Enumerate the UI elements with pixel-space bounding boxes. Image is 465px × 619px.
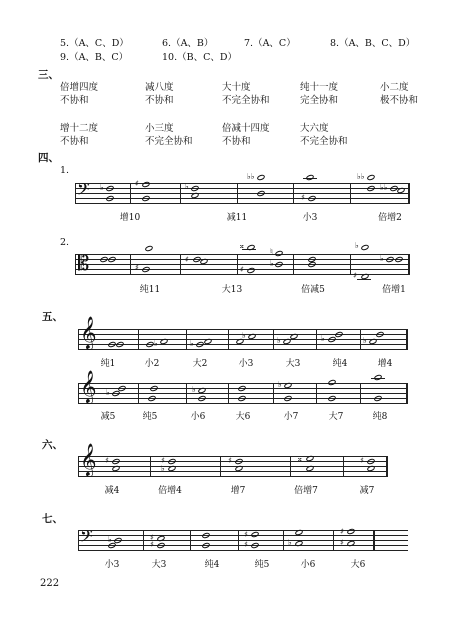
interval-label: 倍增4 xyxy=(158,486,182,496)
note-head xyxy=(105,185,114,192)
interval-label: 大6 xyxy=(235,412,251,422)
consonance-type: 不协和 xyxy=(222,136,251,147)
staff-line xyxy=(78,545,408,546)
bar-line xyxy=(333,530,334,550)
answer-6: 6.（A、B） xyxy=(162,38,214,49)
bar-line xyxy=(273,329,274,349)
answer-7: 7.（A、C） xyxy=(244,38,296,49)
interval-label: 大7 xyxy=(328,412,344,422)
accidental-icon: ♭ xyxy=(154,339,158,348)
note-head xyxy=(375,331,384,338)
interval-label: 大6 xyxy=(350,560,366,570)
sharp-icon: ♯ xyxy=(135,179,139,188)
section-5-heading: 五、 xyxy=(42,311,63,323)
note-head xyxy=(366,185,375,192)
treble-clef-icon: 𝄞 xyxy=(80,370,97,403)
double-flat-icon: ♭♭ xyxy=(357,172,365,181)
interval-label: 大3 xyxy=(151,560,167,570)
staff-line xyxy=(78,349,408,350)
staff-line xyxy=(78,393,408,394)
note-head xyxy=(147,395,156,402)
accidental-icon: ♭ xyxy=(161,464,165,473)
interval-label: 增10 xyxy=(119,213,141,223)
interval-label: 小2 xyxy=(144,359,160,369)
staff-4-1 xyxy=(75,172,410,203)
note-head xyxy=(305,174,314,181)
note-head xyxy=(237,395,246,402)
interval-name: 大六度 xyxy=(300,123,329,134)
consonance-type: 不完全协和 xyxy=(222,95,270,106)
interval-name: 纯十一度 xyxy=(300,82,339,93)
consonance-type: 不完全协和 xyxy=(300,136,348,147)
interval-name: 大十度 xyxy=(222,82,251,93)
bar-line xyxy=(316,329,317,349)
note-head xyxy=(197,395,206,402)
accidental-icon: ♭ xyxy=(363,336,367,345)
accidental-icon: ♯ xyxy=(360,456,364,465)
interval-label: 大3 xyxy=(285,359,301,369)
consonance-type: 不完全协和 xyxy=(145,136,193,147)
accidental-icon: ♭ xyxy=(288,538,292,547)
note-head xyxy=(327,379,336,386)
page-number: 222 xyxy=(40,578,60,589)
staff-line xyxy=(75,193,410,194)
note-head xyxy=(105,195,114,202)
interval-label: 减11 xyxy=(226,213,248,223)
staff-line xyxy=(75,198,410,199)
staff-7 xyxy=(78,526,408,550)
note-head xyxy=(156,535,165,542)
interval-label: 减4 xyxy=(104,486,120,496)
interval-label: 纯5 xyxy=(142,412,158,422)
interval-label: 小3 xyxy=(104,560,120,570)
note-head xyxy=(274,261,283,268)
bar-line xyxy=(360,329,361,349)
accidental-icon: ♭ xyxy=(192,385,196,394)
accidental-icon: ♭ xyxy=(190,339,194,348)
bar-line xyxy=(75,254,76,274)
bar-line xyxy=(78,530,79,550)
interval-label: 增4 xyxy=(377,359,393,369)
bar-line xyxy=(293,183,294,203)
staff-line xyxy=(78,535,408,536)
bar-line xyxy=(238,530,239,550)
bar-line xyxy=(293,254,294,274)
accidental-icon: ♯ xyxy=(150,533,154,542)
interval-label: 小6 xyxy=(190,412,206,422)
staff-line xyxy=(78,476,388,477)
interval-label: 小6 xyxy=(300,560,316,570)
note-head xyxy=(149,385,158,392)
interval-label: 倍减5 xyxy=(301,285,325,295)
bar-line xyxy=(350,183,351,203)
answer-8: 8.（A、B、C、D） xyxy=(330,38,416,49)
interval-name: 小三度 xyxy=(145,123,174,134)
answer-5: 5.（A、C、D） xyxy=(60,38,129,49)
staff-line xyxy=(75,203,410,204)
bar-line xyxy=(130,183,131,203)
interval-label: 纯5 xyxy=(254,560,270,570)
section-4-heading: 四、 xyxy=(38,152,59,164)
accidental-icon: ♯ xyxy=(150,540,154,549)
note-head xyxy=(366,174,375,181)
bar-line xyxy=(237,254,238,274)
sharp-icon: ♯ xyxy=(353,271,357,280)
staff-line xyxy=(78,540,408,541)
interval-name: 减八度 xyxy=(145,82,174,93)
note-head xyxy=(250,531,259,538)
accidental-icon: ♭ xyxy=(106,388,110,397)
staff-6 xyxy=(78,443,388,476)
note-head xyxy=(360,244,369,251)
interval-label: 小3 xyxy=(302,213,318,223)
bar-line xyxy=(138,383,139,403)
bar-line xyxy=(408,254,410,275)
consonance-type: 完全协和 xyxy=(300,95,339,106)
bar-line xyxy=(386,456,388,477)
accidental-icon: ♯ xyxy=(340,538,344,547)
interval-name: 增十二度 xyxy=(60,123,99,134)
staff-line xyxy=(78,344,408,345)
interval-label: 纯4 xyxy=(204,560,220,570)
bar-line xyxy=(228,329,229,349)
note-head xyxy=(366,458,375,465)
staff-line xyxy=(78,403,408,404)
bar-line xyxy=(130,254,131,274)
bar-line xyxy=(237,183,238,203)
bar-line xyxy=(220,456,221,476)
consonance-type: 极不协和 xyxy=(380,95,419,106)
note-head xyxy=(385,256,394,263)
bar-line xyxy=(350,254,351,274)
note-head xyxy=(256,190,265,197)
accidental-icon: ♯ xyxy=(244,530,248,539)
sharp-icon: ♯ xyxy=(240,265,244,274)
interval-label: 增7 xyxy=(230,486,246,496)
flat-icon: ♭ xyxy=(270,259,274,268)
bar-line xyxy=(78,456,79,476)
staff-line xyxy=(78,329,408,330)
interval-label: 减7 xyxy=(359,486,375,496)
interval-label: 纯11 xyxy=(139,285,161,295)
note-head xyxy=(234,458,243,465)
double-flat-icon: ♭♭ xyxy=(247,172,255,181)
bar-line xyxy=(408,183,410,204)
staff-line xyxy=(78,466,388,467)
bar-line xyxy=(360,383,361,403)
staff-5-2 xyxy=(78,370,408,403)
bar-line xyxy=(75,183,76,203)
accidental-icon: 𝄪 xyxy=(298,454,302,463)
accidental-icon: ♭ xyxy=(321,334,325,343)
interval-label: 纯1 xyxy=(100,359,116,369)
bass-clef-icon: 𝄢 xyxy=(80,526,93,550)
note-head xyxy=(144,245,153,252)
consonance-type: 不协和 xyxy=(145,95,174,106)
note-head xyxy=(246,244,255,251)
interval-label: 倍增1 xyxy=(382,285,406,295)
staff-line xyxy=(75,259,410,260)
interval-name: 倍增四度 xyxy=(60,82,99,93)
interval-label: 小3 xyxy=(238,359,254,369)
staff-line xyxy=(75,188,410,189)
staff-line xyxy=(78,530,408,531)
sharp-icon: ♯ xyxy=(135,263,139,272)
accidental-icon: ♭ xyxy=(108,535,112,544)
flat-icon: ♭ xyxy=(185,182,189,191)
accidental-icon: ♭ xyxy=(278,380,282,389)
note-head xyxy=(307,195,316,202)
treble-clef-icon: 𝄞 xyxy=(80,443,97,476)
note-head xyxy=(274,250,283,257)
accidental-icon: ♯ xyxy=(161,456,165,465)
note-head xyxy=(327,395,336,402)
interval-label: 纯8 xyxy=(372,412,388,422)
bar-line xyxy=(316,383,317,403)
staff-line xyxy=(78,461,388,462)
natural-icon: ♮ xyxy=(270,247,273,256)
subsection-2: 2. xyxy=(60,237,70,248)
note-head xyxy=(346,540,355,547)
answer-10: 10.（B、C、D） xyxy=(162,52,237,63)
alto-clef-icon: 𝄡 xyxy=(78,251,90,275)
bar-line xyxy=(283,530,284,550)
consonance-type: 不协和 xyxy=(60,136,89,147)
note-head xyxy=(111,458,120,465)
bar-line xyxy=(190,530,191,550)
section-6-heading: 六、 xyxy=(42,439,63,451)
note-head xyxy=(156,542,165,549)
bar-line xyxy=(406,329,408,350)
bar-line xyxy=(78,329,79,349)
bar-line xyxy=(228,383,229,403)
bar-line xyxy=(373,530,375,551)
interval-label: 纯4 xyxy=(332,359,348,369)
note-head xyxy=(373,374,382,381)
double-sharp-icon: 𝄪 xyxy=(240,241,244,250)
note-head xyxy=(256,174,265,181)
accidental-icon: ♯ xyxy=(340,527,344,536)
double-flat-icon: ♭♭ xyxy=(380,183,388,192)
accidental-icon: ♯ xyxy=(228,456,232,465)
note-head xyxy=(307,261,316,268)
bar-line xyxy=(343,456,344,476)
note-head xyxy=(201,542,210,549)
note-head xyxy=(201,532,210,539)
accidental-icon: ♯ xyxy=(244,540,248,549)
note-head xyxy=(167,458,176,465)
bar-line xyxy=(150,456,151,476)
accidental-icon: ♯ xyxy=(105,456,109,465)
note-head xyxy=(117,385,126,392)
note-head xyxy=(334,331,343,338)
bar-line xyxy=(138,329,139,349)
sharp-icon: ♯ xyxy=(301,193,305,202)
staff-line xyxy=(75,274,410,275)
answer-9: 9.（A、B、C） xyxy=(60,52,129,63)
interval-label: 大2 xyxy=(192,359,208,369)
bar-line xyxy=(78,383,79,403)
staff-line xyxy=(78,550,408,551)
staff-line xyxy=(78,383,408,384)
staff-line xyxy=(78,471,388,472)
interval-name: 倍减十四度 xyxy=(222,123,270,134)
bar-line xyxy=(290,456,291,476)
bar-line xyxy=(180,183,181,203)
interval-label: 大13 xyxy=(221,285,243,295)
interval-label: 倍增7 xyxy=(294,486,318,496)
note-head xyxy=(394,256,403,263)
note-head xyxy=(283,395,292,402)
note-head xyxy=(190,185,199,192)
consonance-type: 不协和 xyxy=(60,95,89,106)
note-head xyxy=(141,266,150,273)
interval-label: 小7 xyxy=(283,412,299,422)
bar-line xyxy=(143,530,144,550)
note-head xyxy=(373,395,382,402)
staff-line xyxy=(75,183,410,184)
bar-line xyxy=(180,254,181,274)
section-3-heading: 三、 xyxy=(38,69,59,81)
staff-line xyxy=(75,254,410,255)
interval-name: 小二度 xyxy=(380,82,409,93)
staff-5-1 xyxy=(78,316,408,349)
staff-4-2 xyxy=(75,241,410,280)
note-head xyxy=(141,195,150,202)
section-7-heading: 七、 xyxy=(42,513,63,525)
sharp-icon: ♯ xyxy=(185,255,189,264)
accidental-icon: ♭ xyxy=(277,336,281,345)
flat-icon: ♭ xyxy=(100,183,104,192)
flat-icon: ♭ xyxy=(380,254,384,263)
bar-line xyxy=(186,329,187,349)
bar-line xyxy=(186,383,187,403)
accidental-icon: ♭ xyxy=(242,331,246,340)
note-head xyxy=(107,256,116,263)
note-head xyxy=(113,537,122,544)
treble-clef-icon: 𝄞 xyxy=(80,316,97,349)
flat-icon: ♭ xyxy=(355,241,359,250)
note-head xyxy=(115,341,124,348)
bar-line xyxy=(273,383,274,403)
bass-clef-icon: 𝄢 xyxy=(77,179,90,203)
note-head xyxy=(250,542,259,549)
interval-label: 倍增2 xyxy=(378,213,402,223)
subsection-1: 1. xyxy=(60,165,70,176)
note-head xyxy=(294,540,303,547)
note-head xyxy=(237,385,246,392)
bar-line xyxy=(406,383,408,404)
staff-line xyxy=(78,456,388,457)
interval-label: 减5 xyxy=(100,412,116,422)
